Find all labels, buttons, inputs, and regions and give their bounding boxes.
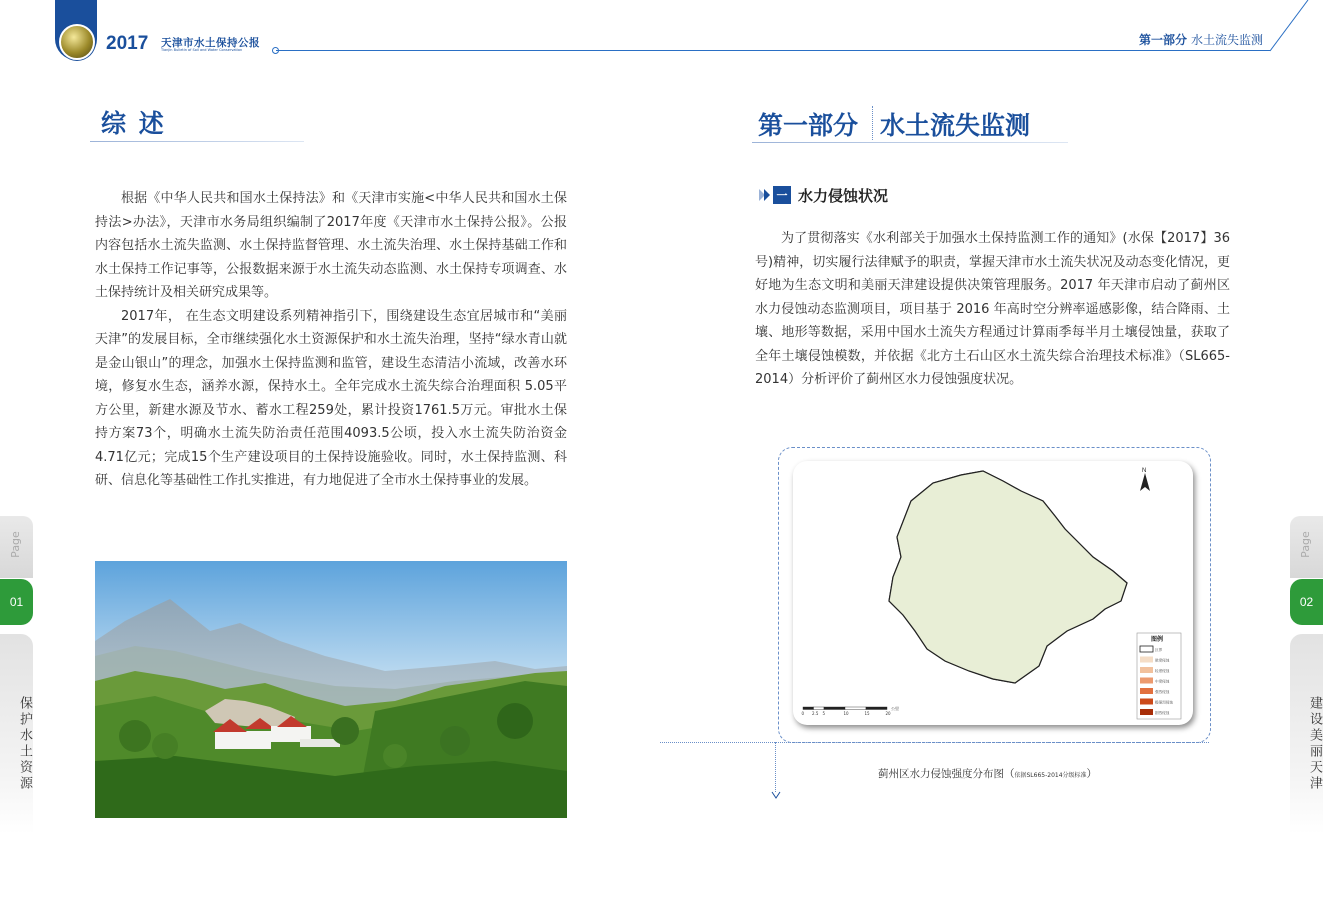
bulletin-logo-icon	[59, 24, 95, 60]
left-section-title: 综 述	[101, 109, 166, 138]
right-paragraph: 为了贯彻落实《水利部关于加强水土保持监测工作的通知》(水保【2017】36号)精神，切实履行法律赋予的职责，掌握天津市水土流失状况及动态变化情况，更好地为生态文明和美丽天津建设提供决策管理服务。2017 年天津市启动了蓟州区水力侵蚀动态监测项目，项目基于 2016 年高时空分辨率遥感影像，结合降雨、土壤、地形等数据，采用中国水土流失方程通过计算雨季每半月土壤侵蚀量，获取了全年土壤侵蚀模数，并依据《北方土石山区水土流失综合治理技术标准》（SL665-2014）分析评价了蓟州区水力侵蚀强度状况。	[755, 231, 1230, 387]
right-page-number: 02	[1290, 579, 1323, 625]
left-page-number: 01	[0, 579, 33, 625]
legend-label: 轻度侵蚀	[1155, 669, 1170, 673]
map-caption	[878, 766, 1097, 781]
legend-label: 中度侵蚀	[1155, 679, 1170, 684]
scale-segment	[845, 707, 866, 710]
scale-tick-label: 10	[843, 711, 849, 716]
header-part-title: 水土流失监测	[1190, 33, 1263, 47]
left-page-label: Page	[8, 531, 22, 558]
right-part-label: 第一部分	[758, 111, 859, 140]
legend-label: 强烈侵蚀	[1155, 690, 1170, 694]
arrow-down-icon	[770, 790, 782, 800]
scale-tick-label: 5	[822, 711, 826, 716]
legend-label: 极强烈侵蚀	[1155, 700, 1173, 705]
header-rule	[276, 50, 1270, 51]
map-scale-bar	[802, 705, 900, 716]
legend-label: 区界	[1155, 648, 1163, 652]
map-caption-note: 依据SL665-2014分级标准	[1014, 772, 1087, 779]
legend-swatch	[1140, 678, 1153, 684]
right-part-title: 水土流失监测	[880, 111, 1031, 140]
left-paragraph-1: 根据《中华人民共和国水土保持法》和《天津市实施<中华人民共和国水土保持法>办法》，天津市水务局组织编制了2017年度《天津市水土保持公报》。公报内容包括水土流失监测、水土保持监督管理、水土流失治理、水土保持基础工作和水土保持工作记事等，公报数据来源于水土流失动态监测、水土保持专项调查、水土保持统计及相关研究成果等。	[95, 191, 567, 300]
scale-unit: 公里	[891, 706, 899, 711]
erosion-map	[793, 461, 1193, 725]
mountain-village-photo	[95, 561, 567, 818]
legend-swatch	[1140, 657, 1153, 663]
subsection-number-badge: 一	[773, 186, 791, 204]
scale-segment	[803, 707, 814, 710]
legend-swatch	[1140, 667, 1153, 673]
legend-swatch	[1140, 646, 1153, 652]
header-section	[1139, 31, 1263, 48]
left-body-text	[95, 187, 567, 493]
right-body-text	[755, 227, 1230, 392]
left-side-slogan: 保护水土资源	[0, 634, 33, 834]
legend-label: 剧烈侵蚀	[1155, 711, 1170, 715]
scale-tick-label: 20	[885, 711, 891, 716]
scale-tick-label: 15	[864, 711, 870, 716]
legend-swatch	[1140, 688, 1153, 694]
legend-label: 微度侵蚀	[1155, 658, 1170, 663]
header-title: 天津市水土保持公报	[161, 37, 260, 49]
header-year: 2017	[106, 33, 149, 54]
header-subtitle: Tianjin Bulletin of Soil and Water Conservation	[161, 48, 243, 52]
double-chevron-icon	[758, 186, 772, 204]
legend-title: 图例	[1151, 636, 1164, 643]
north-arrow-icon	[1140, 468, 1150, 491]
header-part-label: 第一部分	[1138, 33, 1187, 47]
title-divider	[872, 106, 874, 140]
left-title-underline	[90, 141, 304, 142]
subsection-title: 水力侵蚀状况	[798, 187, 889, 205]
scale-segment	[866, 707, 887, 710]
left-paragraph-2: 2017年， 在生态文明建设系列精神指引下，围绕建设生态宜居城市和“美丽天津”的发展目标，全市继续强化水土资源保护和水土流失治理，坚持“绿水青山就是金山银山”的理念，加强水土保持监测和监管，建设生态清洁小流域，改善水环境，修复水生态，涵养水源，保持水土。全年完成水土流失综合治理面积 5.05平方公里，新建水源及节水、蓄水工程259处，累计投资1761.5万元。审批水土保持方案73个，明确水土流失防治责任范围4093.5公顷，投入水土流失防治资金4.71亿元；完成15个生产建设项目的土保持设施验收。同时，水土保持监测、科研、信息化等基础性工作扎实推进，有力地促进了全市水土保持事业的发展。	[95, 308, 567, 488]
erosion-map-svg	[793, 461, 1193, 725]
scale-segment	[814, 707, 825, 710]
svg-text:N: N	[1142, 468, 1147, 474]
right-page-label: Page	[1298, 531, 1312, 558]
map-caption-end: ）	[1086, 768, 1098, 780]
figure-guide-vertical	[775, 742, 776, 792]
legend-swatch	[1140, 709, 1153, 715]
scale-tick-label: 2.5	[812, 711, 819, 716]
map-legend	[1137, 633, 1181, 719]
header-corner-slash	[1262, 0, 1312, 52]
scale-tick-label: 0	[801, 711, 805, 716]
scale-segment	[824, 707, 845, 710]
map-caption-main: 蓟州区水力侵蚀强度分布图（	[878, 768, 1015, 780]
right-title-underline	[752, 142, 1068, 143]
right-side-slogan: 建设美丽天津	[1290, 634, 1323, 834]
legend-swatch	[1140, 699, 1153, 705]
